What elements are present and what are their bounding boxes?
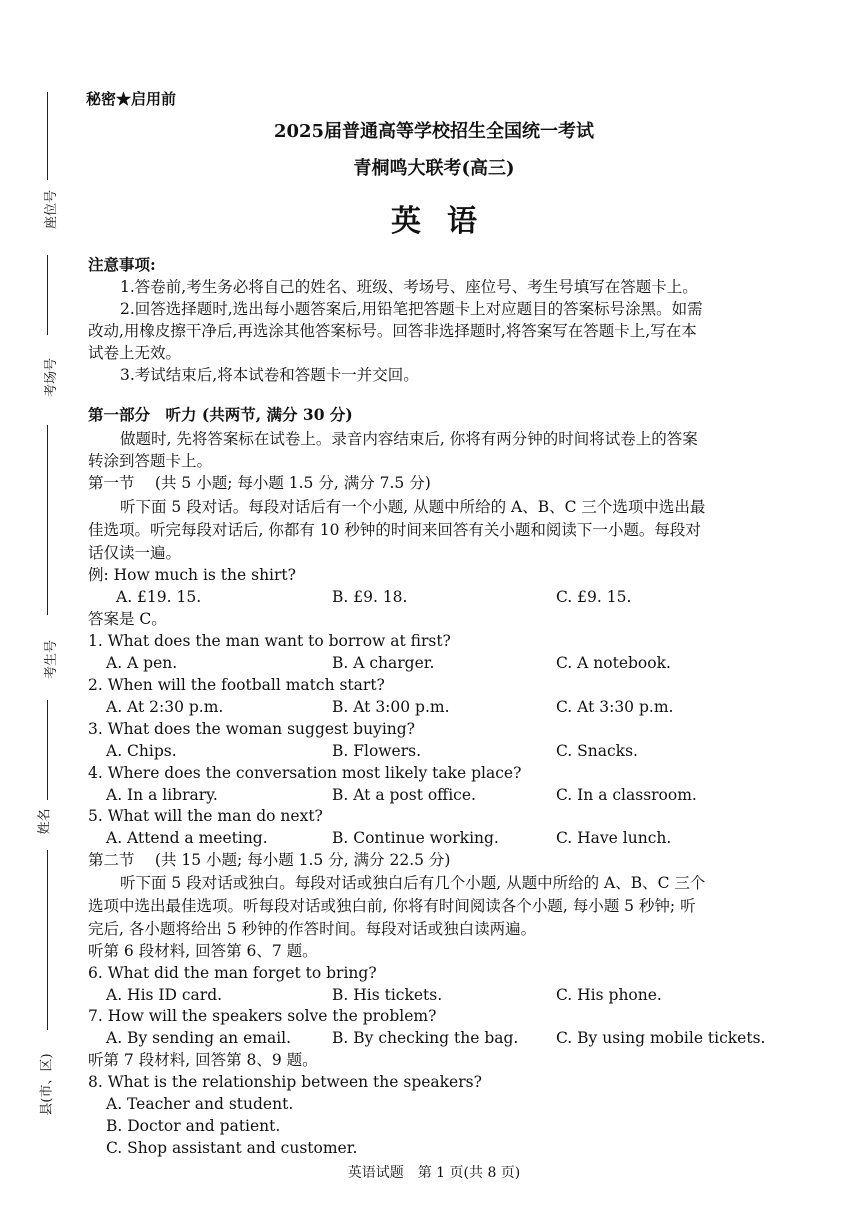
question-2-option-a: A. At 2:30 p.m. [106, 698, 224, 716]
section2-heading: 第二节 (共 15 小题; 每小题 1.5 分, 满分 22.5 分) [88, 851, 451, 869]
subject-title: 英语 [391, 204, 503, 239]
question-5-option-c: C. Have lunch. [556, 829, 672, 847]
part1-intro: 做题时, 先将答案标在试卷上。录音内容结束后, 你将有两分钟的时间将试卷上的答案 [120, 430, 698, 448]
notice-heading: 注意事项: [88, 255, 156, 274]
notice-item-2-end: 试卷上无效。 [88, 344, 182, 362]
notice-item-3: 3.考试结束后,将本试卷和答题卡一并交回。 [120, 366, 419, 384]
part1-intro-cont: 转涂到答题卡上。 [88, 452, 213, 470]
example-question: 例: How much is the shirt? [88, 566, 296, 584]
example-option-a: A. £19. 15. [116, 588, 202, 606]
student-id-label: 考生号 [44, 639, 60, 680]
material-6-instruction: 听第 6 段材料, 回答第 6、7 题。 [88, 942, 318, 960]
example-answer: 答案是 C。 [88, 610, 167, 628]
question-5-option-a: A. Attend a meeting. [106, 829, 268, 847]
question-6-option-b: B. His tickets. [332, 986, 443, 1004]
question-7-option-c: C. By using mobile tickets. [556, 1029, 766, 1047]
question-4-option-c: C. In a classroom. [556, 786, 697, 804]
question-6-option-a: A. His ID card. [106, 986, 223, 1004]
question-4-option-a: A. In a library. [106, 786, 218, 804]
question-4: 4. Where does the conversation most likely take place? [88, 764, 522, 782]
question-8-option-a: A. Teacher and student. [106, 1095, 294, 1113]
binding-line-2 [47, 255, 48, 335]
question-4-option-b: B. At a post office. [332, 786, 476, 804]
binding-line-3 [47, 425, 48, 615]
question-1-option-c: C. A notebook. [556, 654, 671, 672]
example-option-c: C. £9. 15. [556, 588, 632, 606]
example-option-b: B. £9. 18. [332, 588, 408, 606]
question-7: 7. How will the speakers solve the problem? [88, 1007, 437, 1025]
question-5-option-b: B. Continue working. [332, 829, 499, 847]
question-2-option-c: C. At 3:30 p.m. [556, 698, 674, 716]
question-2: 2. When will the football match start? [88, 676, 385, 694]
question-2-option-b: B. At 3:00 p.m. [332, 698, 450, 716]
section1-intro-end: 话仅读一遍。 [88, 544, 182, 562]
exam-title: 2025届普通高等学校招生全国统一考试 [273, 121, 595, 142]
question-8-option-c: C. Shop assistant and customer. [106, 1139, 358, 1157]
question-6: 6. What did the man forget to bring? [88, 964, 377, 982]
confidential-mark: 秘密★启用前 [86, 90, 177, 108]
question-3: 3. What does the woman suggest buying? [88, 720, 415, 738]
question-7-option-a: A. By sending an email. [106, 1029, 292, 1047]
exam-subtitle: 青桐鸣大联考(高三) [353, 158, 515, 179]
section1-intro-cont: 佳选项。听完每段对话后, 你都有 10 秒钟的时间来回答有关小题和阅读下一小题。每段对 [88, 521, 701, 539]
section2-intro-end: 完后, 各小题将给出 5 秒钟的作答时间。每段对话或独白读两遍。 [88, 920, 537, 938]
section2-intro-cont: 选项中选出最佳选项。听每段对话或独白前, 你将有时间阅读各个小题, 每小题 5 秒钟; 听 [88, 897, 696, 915]
question-5: 5. What will the man do next? [88, 807, 323, 825]
section2-intro: 听下面 5 段对话或独白。每段对话或独白后有几个小题, 从题中所给的 A、B、C 三个 [120, 874, 706, 892]
binding-line-5 [47, 850, 48, 1030]
section1-heading: 第一节 (共 5 小题; 每小题 1.5 分, 满分 7.5 分) [88, 474, 431, 492]
question-3-option-a: A. Chips. [106, 742, 177, 760]
binding-line-4 [47, 700, 48, 800]
material-7-instruction: 听第 7 段材料, 回答第 8、9 题。 [88, 1051, 318, 1069]
question-7-option-b: B. By checking the bag. [332, 1029, 519, 1047]
page-footer: 英语试题 第 1 页(共 8 页) [347, 1165, 521, 1181]
notice-item-1: 1.答卷前,考生务必将自己的姓名、班级、考场号、座位号、考生号填写在答题卡上。 [120, 278, 698, 296]
question-1-option-a: A. A pen. [106, 654, 178, 672]
notice-item-2: 2.回答选择题时,选出每小题答案后,用铅笔把答题卡上对应题目的答案标号涂黑。如需 [120, 300, 703, 318]
question-3-option-c: C. Snacks. [556, 742, 638, 760]
question-6-option-c: C. His phone. [556, 986, 662, 1004]
question-1: 1. What does the man want to borrow at first? [88, 632, 451, 650]
part1-heading: 第一部分 听力 (共两节, 满分 30 分) [88, 405, 353, 424]
seat-label: 座位号 [44, 189, 60, 230]
notice-item-2-cont: 改动,用橡皮擦干净后,再选涂其他答案标号。回答非选择题时,将答案写在答题卡上,写在本 [88, 322, 697, 340]
question-8-option-b: B. Doctor and patient. [106, 1117, 281, 1135]
room-label: 考场号 [44, 357, 60, 398]
question-8: 8. What is the relationship between the speakers? [88, 1073, 482, 1091]
question-1-option-b: B. A charger. [332, 654, 435, 672]
section1-intro: 听下面 5 段对话。每段对话后有一个小题, 从题中所给的 A、B、C 三个选项中选出最 [120, 498, 706, 516]
county-label: 县(市、区) [39, 1053, 55, 1116]
name-label: 姓名 [37, 808, 53, 835]
question-3-option-b: B. Flowers. [332, 742, 422, 760]
